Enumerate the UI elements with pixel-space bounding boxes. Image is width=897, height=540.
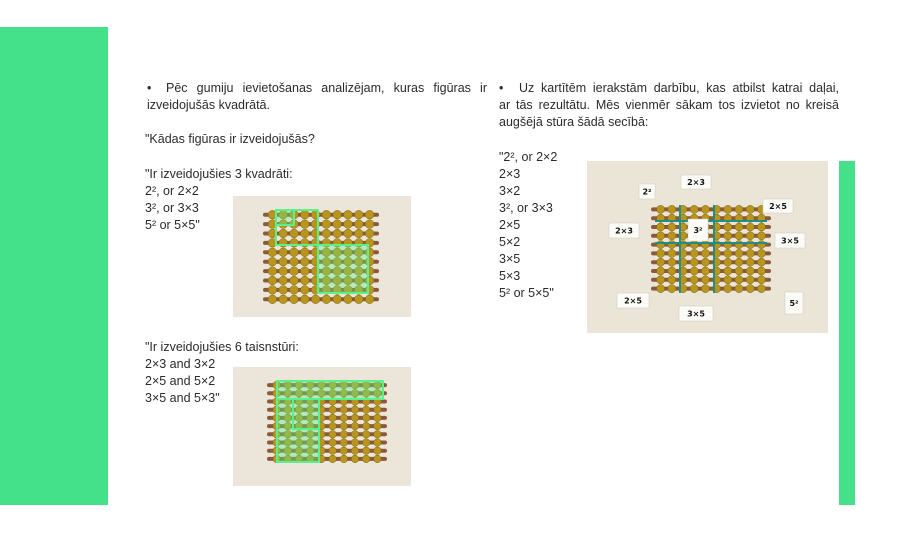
left-bullet-line2: izveidojušās kvadrātā.: [147, 98, 270, 112]
bead-squares-photo: [233, 196, 411, 317]
sequence-item: 5×2: [499, 235, 521, 249]
question-text: "Kādas figūras ir izveidojušās?: [145, 132, 315, 146]
right-bullet-paragraph: [499, 80, 839, 131]
sequence-item: 2×3: [499, 167, 521, 181]
left-bullet-line1: Pēc gumiju ievietošanas analizējam, kuras figūras ir: [166, 81, 487, 95]
right-bullet-line1: Uz kartītēm ierakstām darbību, kas atbilst katrai daļai,: [519, 81, 839, 95]
label-card-text: 2²: [642, 187, 652, 197]
bead-rectangles-photo: [233, 367, 411, 486]
sequence-item: 2×5: [499, 218, 521, 232]
right-accent-bar: [839, 161, 855, 505]
label-card-text: 5²: [789, 299, 799, 308]
sequence-item: 3×5: [499, 252, 521, 266]
label-card-text: 2×3: [615, 226, 633, 236]
left-accent-bar: [0, 27, 108, 505]
rectangle-item: 2×3 and 3×2: [145, 357, 216, 371]
square-item: 2², or 2×2: [145, 184, 199, 198]
label-card-text: 2×5: [624, 296, 642, 306]
label-card-text: 3×5: [781, 236, 799, 246]
label-card-text: 2×5: [769, 202, 787, 211]
bullet-dot: •: [499, 81, 504, 95]
bullet-dot: •: [147, 81, 152, 95]
left-bullet-paragraph: [147, 80, 487, 114]
label-card-text: 2×3: [687, 178, 705, 187]
rectangle-item: 2×5 and 5×2: [145, 374, 216, 388]
right-bullet-line2: ar tās rezultātu. Mēs vienmēr sākam tos izvietot no kreisā: [499, 98, 839, 112]
right-bullet-line3: augšējā stūra šādā secībā:: [499, 115, 649, 129]
square-item: 5² or 5×5": [145, 218, 200, 232]
sequence-item: 5×3: [499, 269, 521, 283]
sequence-item: 3², or 3×3: [499, 201, 553, 215]
label-card-text: 3×5: [687, 309, 705, 319]
sequence-item: 3×2: [499, 184, 521, 198]
label-card-text: 3²: [693, 226, 703, 235]
rectangle-item: 3×5 and 5×3": [145, 391, 220, 405]
sequence-item: 5² or 5×5": [499, 286, 554, 300]
squares-heading: "Ir izveidojušies 3 kvadrāti:: [145, 167, 293, 181]
sequence-item: "2², or 2×2: [499, 150, 558, 164]
square-item: 3², or 3×3: [145, 201, 199, 215]
bead-cards-photo: [587, 161, 828, 333]
rectangles-heading: "Ir izveidojušies 6 taisnstūri:: [145, 340, 299, 354]
